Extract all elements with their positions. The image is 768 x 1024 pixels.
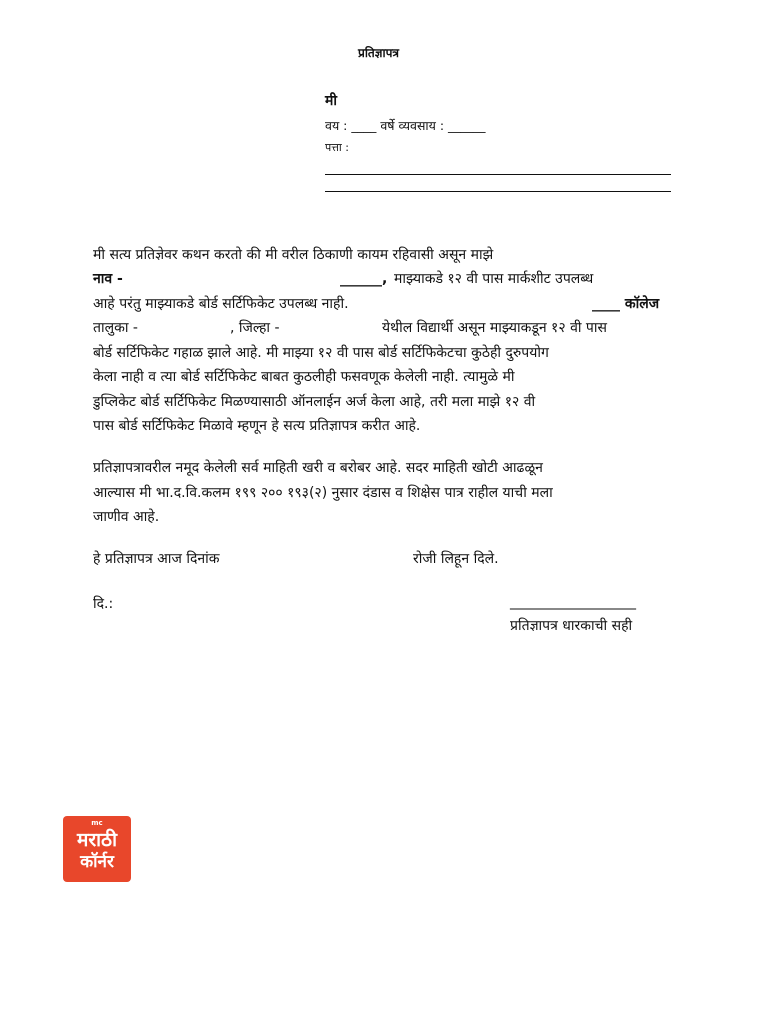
para2-line-2: आल्यास मी भा.द.वि.कलम १९९ २०० १९३(२) नुसार दंडास व शिक्षेस पात्र राहील याची मला [93,485,553,501]
para2-line-1: प्रतिज्ञापत्रावरील नमूद केलेली सर्व माहिती खरी व बरोबर आहे. सदर माहिती खोटी आढळून [93,460,543,476]
name-label: नाव - [93,271,123,287]
address-line-2 [325,191,671,192]
page-title: प्रतिज्ञापत्र [358,46,400,60]
date-phrase-end: रोजी लिहून दिले. [413,551,499,567]
body-line-1: मी सत्य प्रतिज्ञेवर कथन करतो की मी वरील ठिकाणी कायम रहिवासी असून माझे [93,247,494,263]
body-line-3: आहे परंतु माझ्याकडे बोर्ड सर्टिफिकेट उपलब्ध नाही. [93,296,349,312]
logo-tag: mc [91,819,103,827]
marathi-corner-logo [63,816,131,882]
para2-line-3: जाणीव आहे. [93,509,160,525]
body-line-6: केला नाही व त्या बोर्ड सर्टिफिकेट बाबत कुठलीही फसवणूक केलेली नाही. त्यामुळे मी [93,369,515,385]
body-line-5: बोर्ड सर्टिफिकेट गहाळ झाले आहे. मी माझ्या १२ वी पास बोर्ड सर्टिफिकेटचा कुठेही दुरुपयोग [93,345,549,361]
body-line-4-rest: येथील विद्यार्थी असून माझ्याकडून १२ वी पास [382,320,607,336]
age-occupation-line: वय : ____ वर्षे व्यवसाय : ______ [325,118,486,133]
name-blank: ______, [340,271,388,287]
taluka-label: तालुका - [93,320,138,336]
date-label: दि.: [93,596,114,612]
signature-label: प्रतिज्ञापत्र धारकाची सही [510,618,633,634]
body-line-8: पास बोर्ड सर्टिफिकेट मिळावे म्हणून हे सत्य प्रतिज्ञापत्र करीत आहे. [93,418,421,434]
date-phrase-start: हे प्रतिज्ञापत्र आज दिनांक [93,551,220,567]
district-label: , जिल्हा - [230,320,280,336]
address-label: पत्ता : [325,141,349,154]
address-line-1 [325,174,671,175]
logo-line-2: कॉर्नर [80,852,114,872]
logo-line-1: मराठी [76,829,117,851]
body-line-2-rest: माझ्याकडे १२ वी पास मार्कशीट उपलब्ध [394,271,594,287]
body-line-7: डुप्लिकेट बोर्ड सर्टिफिकेट मिळण्यासाठी ऑनलाईन अर्ज केला आहे, तरी मला माझे १२ वी [93,394,536,410]
mi-label: मी [325,93,337,109]
signature-line: __________________ [510,594,636,610]
college-blank: ____ कॉलेज [592,296,660,312]
